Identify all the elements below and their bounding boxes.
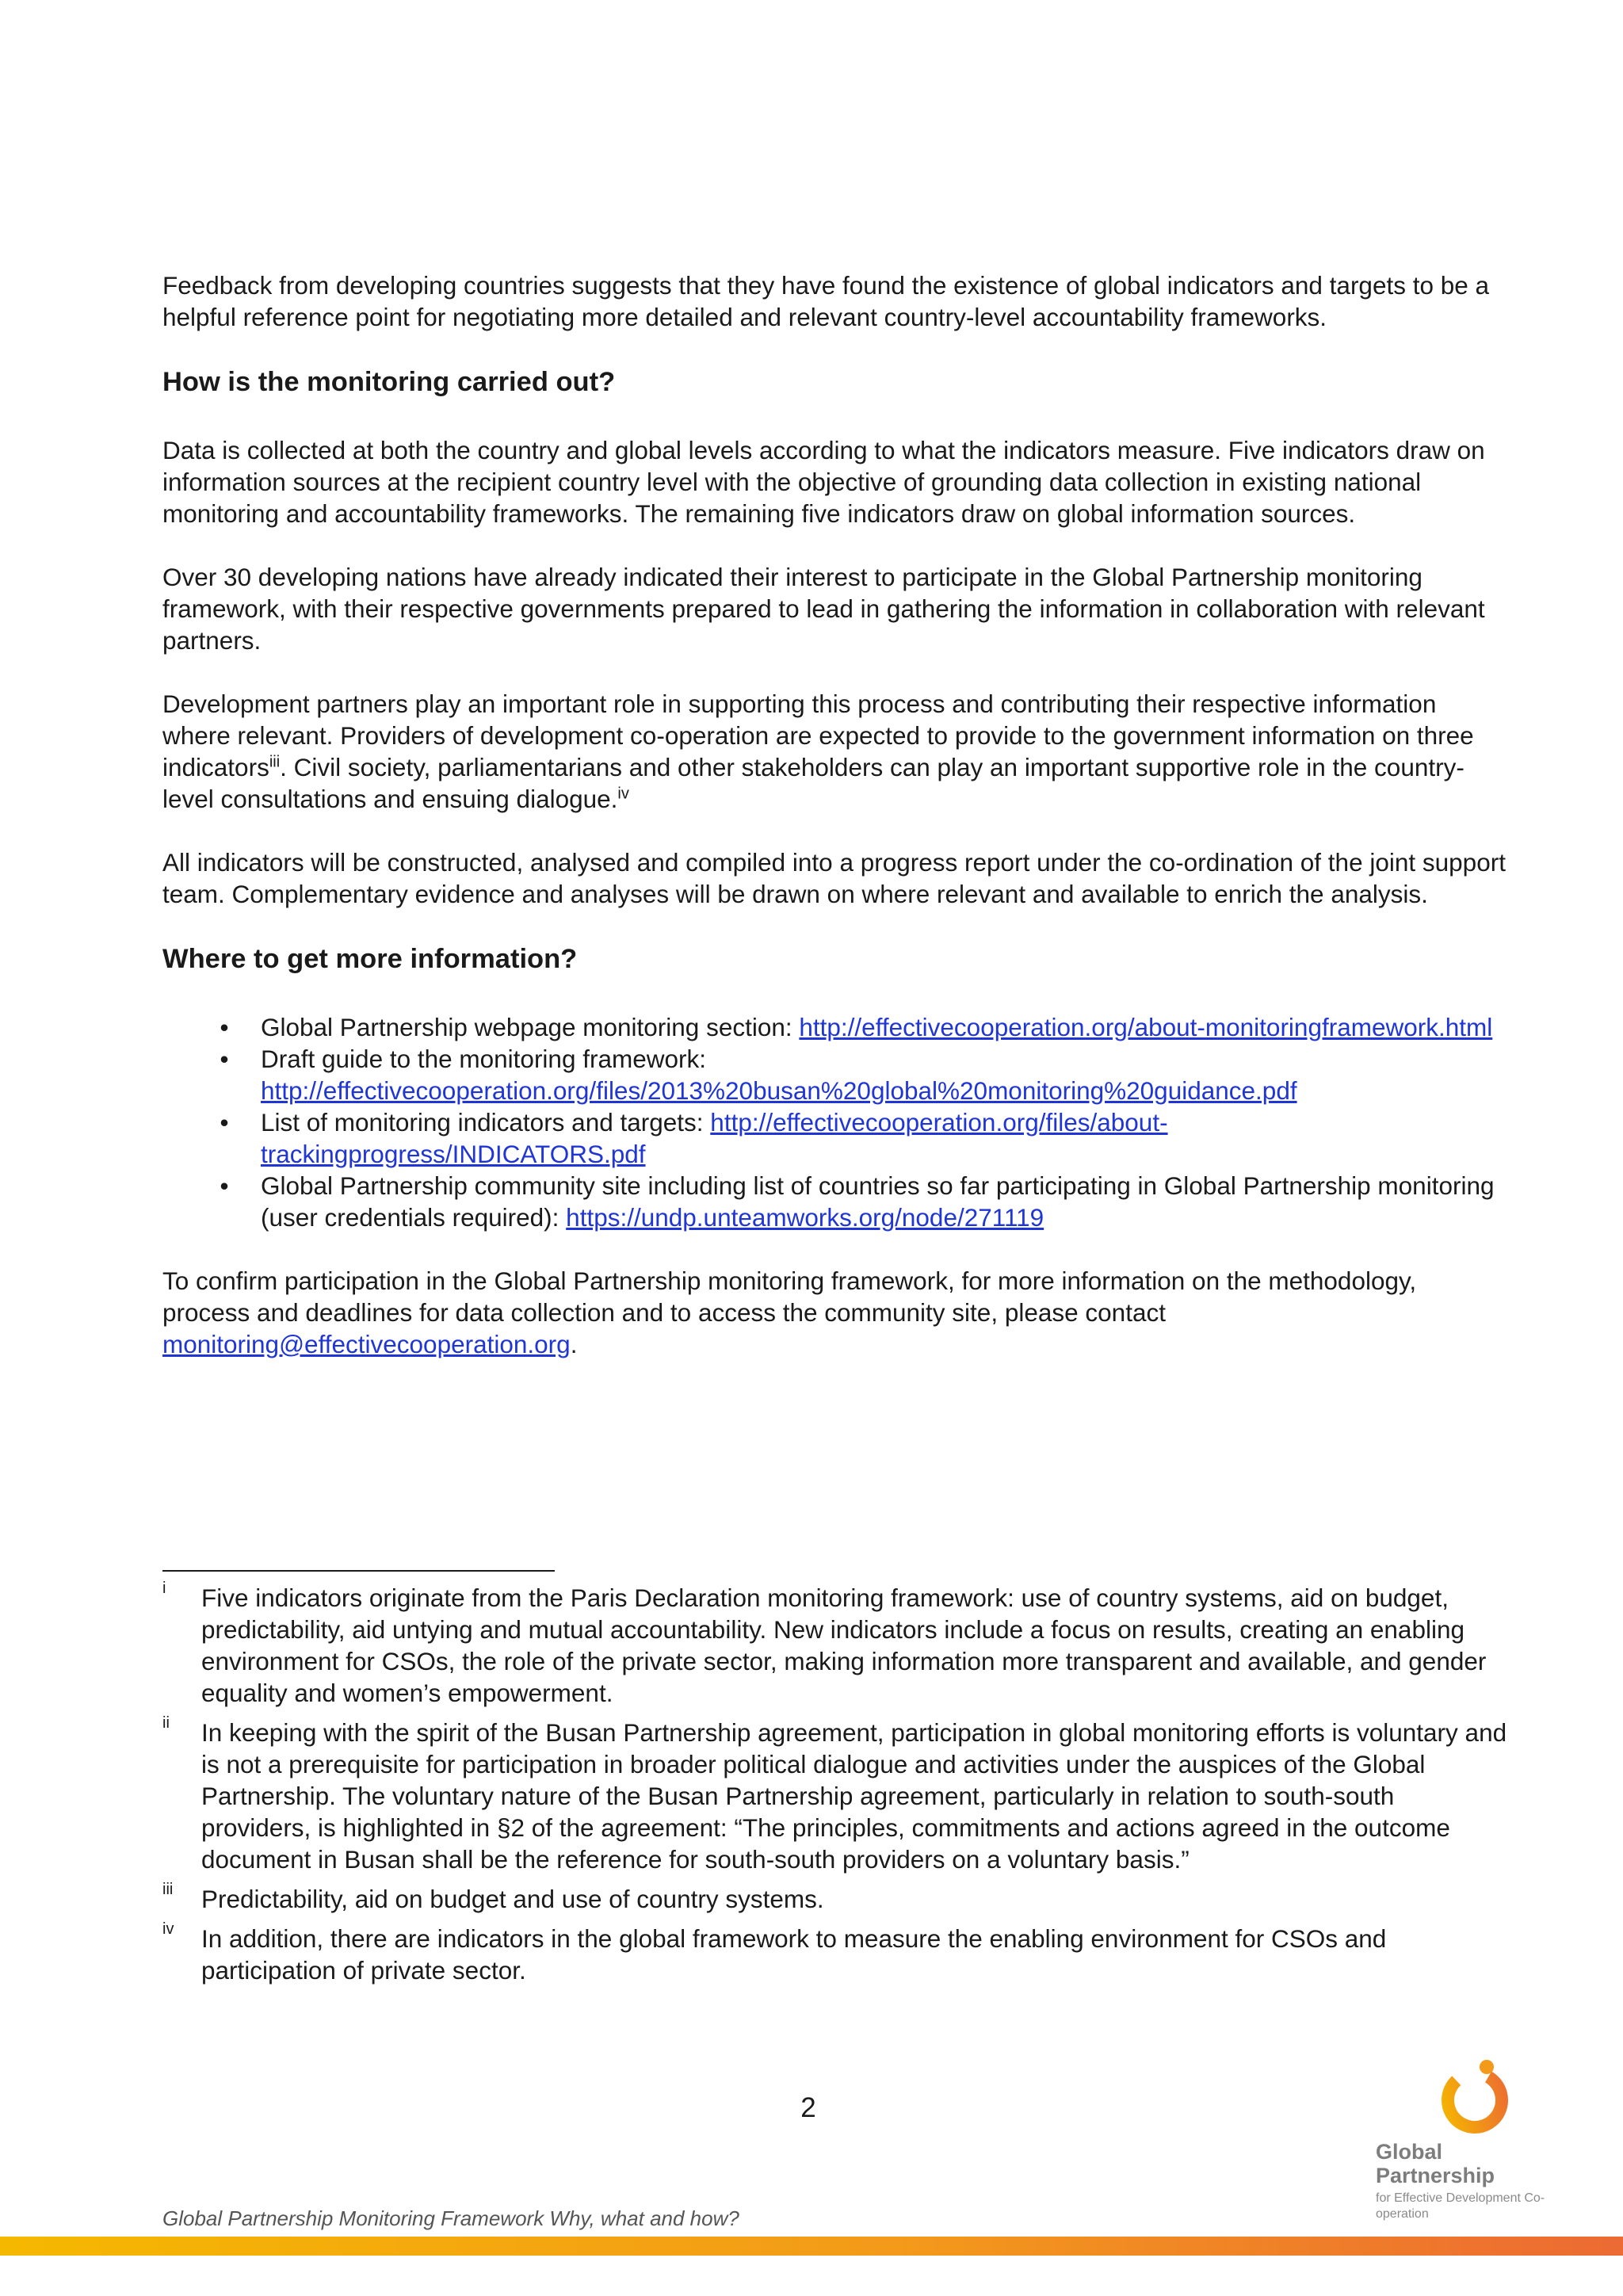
footnote-text: Predictability, aid on budget and use of country systems. <box>201 1885 824 1913</box>
contact-email-link[interactable]: monitoring@effectivecooperation.org <box>162 1330 571 1358</box>
footnote-iv <box>162 1920 1510 1986</box>
footer-document-title: Global Partnership Monitoring Framework Why, what and how? <box>162 2206 739 2230</box>
draft-guide-link[interactable]: http://effectivecooperation.org/files/2013%20busan%20global%20monitoring%20guidance.pdf <box>261 1076 1297 1105</box>
information-links-list <box>162 1011 1510 1233</box>
heading-more-information: Where to get more information? <box>162 944 578 974</box>
heading-monitoring: How is the monitoring carried out? <box>162 367 616 397</box>
footnote-mark: iv <box>162 1920 174 1938</box>
community-site-link[interactable]: https://undp.unteamworks.org/node/271119 <box>566 1203 1044 1232</box>
footnotes-section <box>162 1582 1510 1994</box>
link-label: Global Partnership community site including list of countries so far participating in Global Partnership monitoring (user credentials required): <box>261 1171 1495 1232</box>
footnote-mark: i <box>162 1580 166 1597</box>
logo-title: Global Partnership <box>1376 2140 1495 2187</box>
link-label: List of monitoring indicators and targets: <box>261 1108 711 1137</box>
contact-text: To confirm participation in the Global Partnership monitoring framework, for more information on the methodology, process and deadlines for data collection and to access the community site, please contact <box>162 1266 1417 1327</box>
document-body <box>162 269 1510 1392</box>
contact-end: . <box>570 1330 578 1358</box>
list-item <box>162 1011 1510 1043</box>
link-label: Draft guide to the monitoring framework: <box>261 1045 707 1073</box>
page-number: 2 <box>800 2092 816 2123</box>
footnote-ii <box>162 1714 1510 1875</box>
logo-subtitle: for Effective Development Co-operation <box>1376 2191 1545 2221</box>
list-item <box>162 1106 1510 1170</box>
data-collection-paragraph: Data is collected at both the country and global levels according to what the indicators measure. Five indicators draw on information sources at the recipient country level with the objective of grounding data collection in existing national monitoring and accountability frameworks. The remaining five indicators draw on global information sources. <box>162 436 1485 528</box>
developing-nations-paragraph: Over 30 developing nations have already indicated their interest to participate in the Global Partnership monitoring framework, with their respective governments prepared to lead in gathering the information in collaboration with relevant partners. <box>162 563 1485 655</box>
contact-paragraph <box>162 1265 1510 1360</box>
footnote-mark: ii <box>162 1714 170 1732</box>
intro-paragraph: Feedback from developing countries suggests that they have found the existence of global indicators and targets to be a helpful reference point for negotiating more detailed and relevant country-level accountability frameworks. <box>162 271 1490 331</box>
footnote-ref-iv[interactable]: iv <box>617 785 629 803</box>
bullet-icon: • <box>220 1171 229 1200</box>
development-partners-paragraph <box>162 688 1510 815</box>
logo-swirl-icon <box>1431 2051 1526 2138</box>
footnote-mark: iii <box>162 1881 174 1898</box>
footnote-text: In addition, there are indicators in the global framework to measure the enabling environment for CSOs and participation of private sector. <box>201 1924 1387 1985</box>
footer-color-bar <box>0 2237 1623 2256</box>
indicators-pdf-link[interactable]: http://effectivecooperation.org/files/about-trackingprogress/INDICATORS.pdf <box>261 1108 1168 1168</box>
list-item <box>162 1043 1510 1106</box>
footnote-i <box>162 1582 1510 1709</box>
bullet-icon: • <box>220 1013 229 1041</box>
footnote-text: Five indicators originate from the Paris Declaration monitoring framework: use of country systems, aid on budget, predictability, aid untying and mutual accountability. New indicators include a focus on results, creating an enabling environment for CSOs, the role of the private sector, making information more transparent and available, and gender equality and women’s empowerment. <box>201 1584 1487 1707</box>
bullet-icon: • <box>220 1045 229 1073</box>
footnote-separator <box>162 1570 555 1572</box>
list-item <box>162 1170 1510 1233</box>
partners-text-a: Development partners play an important role in supporting this process and contributing their respective information where relevant. Providers of development co-operation are expected to provide to the government information on three indicators <box>162 690 1474 781</box>
footnote-text: In keeping with the spirit of the Busan Partnership agreement, participation in global monitoring efforts is voluntary and is not a prerequisite for participation in broader political dialogue and activities under the auspices of the Global Partnership. The voluntary nature of the Busan Partnership agreement, particularly in relation to south-south providers, is highlighted in §2 of the agreement: “The principles, commitments and actions agreed in the outcome document in Busan shall be the reference for south-south providers on a voluntary basis.” <box>201 1718 1507 1874</box>
link-label: Global Partnership webpage monitoring section: <box>261 1013 800 1041</box>
indicators-paragraph: All indicators will be constructed, analysed and compiled into a progress report under the co-ordination of the joint support team. Complementary evidence and analyses will be drawn on where relevant and available to enrich the analysis. <box>162 848 1506 908</box>
footnote-iii <box>162 1883 1510 1915</box>
footnote-ref-iii[interactable]: iii <box>269 753 281 771</box>
global-partnership-logo <box>1376 2051 1550 2233</box>
bullet-icon: • <box>220 1108 229 1137</box>
monitoring-webpage-link[interactable]: http://effectivecooperation.org/about-monitoringframework.html <box>799 1013 1493 1041</box>
partners-text-b: . Civil society, parliamentarians and other stakeholders can play an important supportive role in the country-level consultations and ensuing dialogue. <box>162 753 1465 813</box>
